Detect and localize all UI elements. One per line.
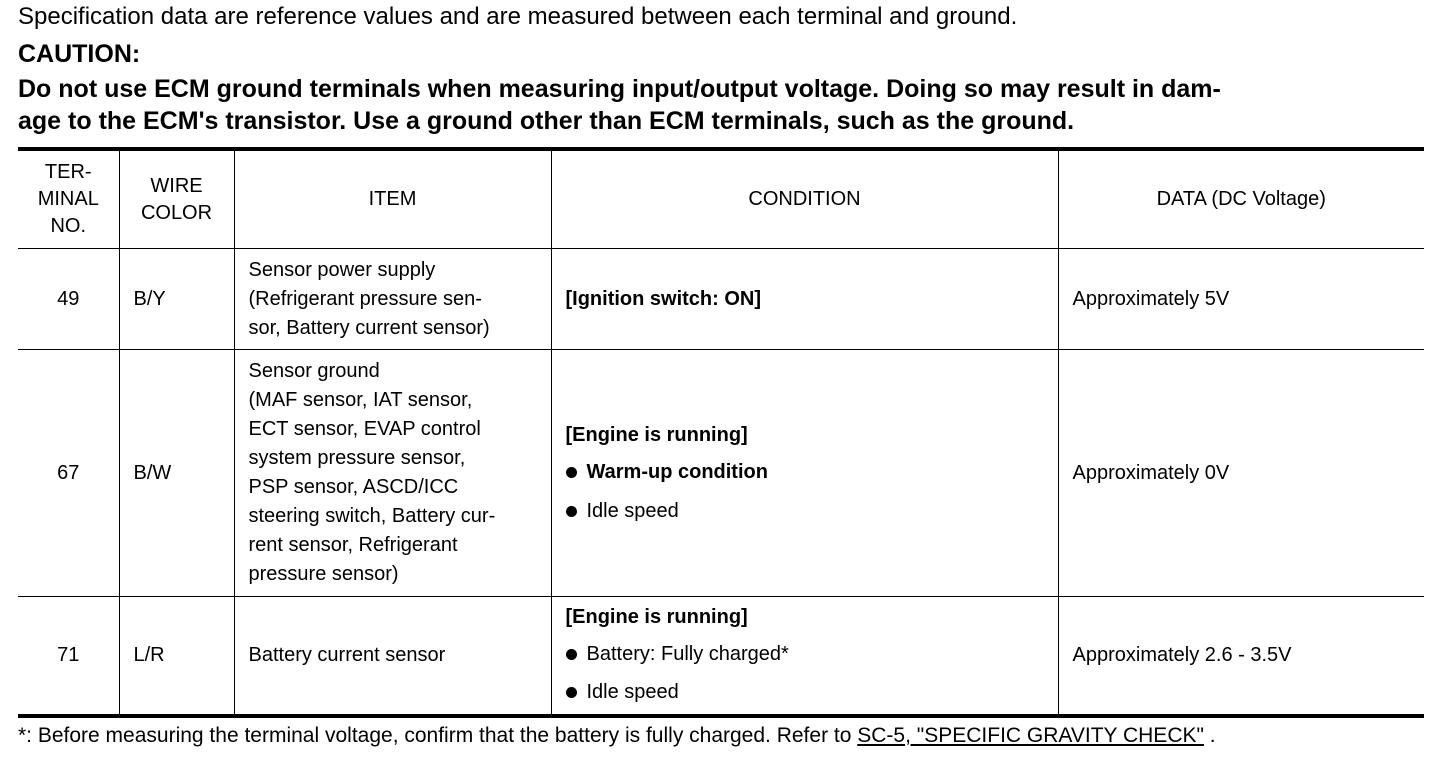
header-terminal-line-3: NO. bbox=[50, 215, 87, 237]
condition-heading: [Engine is running] bbox=[565, 606, 748, 629]
item-cell: Battery current sensor bbox=[234, 597, 551, 716]
condition-bullet-text: Idle speed bbox=[586, 681, 679, 704]
caution-line-1: Do not use ECM ground terminals when measuring input/output voltage. Doing so may result in dam- bbox=[18, 75, 1221, 103]
condition-bullet bbox=[566, 678, 1044, 707]
caution-body bbox=[18, 73, 1428, 137]
item-line: PSP sensor, ASCD/ICC bbox=[248, 476, 459, 498]
intro-text: Specification data are reference values and are measured between each terminal and ground. bbox=[18, 3, 1018, 30]
specific-gravity-check-link[interactable]: SC-5, "SPECIFIC GRAVITY CHECK" bbox=[857, 724, 1204, 747]
condition-bullet-text: Warm-up condition bbox=[586, 460, 768, 483]
condition-cell bbox=[551, 249, 1058, 350]
condition-bullet bbox=[566, 497, 1044, 526]
header-wire-color bbox=[119, 149, 234, 249]
item-cell bbox=[234, 350, 551, 597]
bullet-dot-icon bbox=[566, 506, 577, 517]
header-data: DATA (DC Voltage) bbox=[1058, 149, 1424, 249]
wire-color-cell: B/W bbox=[119, 350, 234, 597]
data-cell: Approximately 5V bbox=[1058, 249, 1424, 350]
footnote-suffix: . bbox=[1203, 724, 1216, 747]
data-cell: Approximately 2.6 - 3.5V bbox=[1058, 597, 1424, 716]
item-line: rent sensor, Refrigerant bbox=[248, 534, 458, 556]
item-line: (Refrigerant pressure sen- bbox=[248, 287, 482, 310]
item-line: pressure sensor) bbox=[248, 563, 399, 585]
item-line: steering switch, Battery cur- bbox=[248, 505, 496, 527]
wire-color-cell: L/R bbox=[119, 597, 234, 716]
terminal-spec-table bbox=[18, 147, 1424, 718]
terminal-number-cell: 67 bbox=[18, 350, 119, 597]
item-cell bbox=[234, 249, 551, 350]
header-terminal-line-1: TER- bbox=[44, 161, 92, 183]
item-line: Sensor power supply bbox=[248, 258, 436, 281]
table-row bbox=[18, 249, 1424, 350]
table-header-row bbox=[18, 149, 1424, 249]
bullet-dot-icon bbox=[566, 649, 577, 660]
condition-bullet-text: Battery: Fully charged* bbox=[586, 643, 789, 666]
header-wire-line-1: WIRE bbox=[150, 174, 203, 197]
caution-title: CAUTION: bbox=[18, 40, 141, 68]
header-item: ITEM bbox=[234, 149, 551, 249]
header-condition: CONDITION bbox=[551, 149, 1058, 249]
footnote-text: *: Before measuring the terminal voltage, confirm that the battery is fully charged. Refer to bbox=[18, 724, 858, 747]
item-line: system pressure sensor, bbox=[248, 447, 466, 469]
condition-bullet-text: Idle speed bbox=[586, 499, 679, 522]
header-wire-line-2: COLOR bbox=[140, 201, 213, 224]
condition-cell bbox=[551, 597, 1058, 716]
table-row bbox=[18, 597, 1424, 716]
footnote bbox=[18, 722, 1216, 750]
table-row bbox=[18, 350, 1424, 597]
bullet-dot-icon bbox=[566, 467, 577, 478]
terminal-number-cell: 71 bbox=[18, 597, 119, 716]
condition-cell bbox=[551, 350, 1058, 597]
data-cell: Approximately 0V bbox=[1058, 350, 1424, 597]
wire-color-cell: B/Y bbox=[119, 249, 234, 350]
bullet-dot-icon bbox=[566, 687, 577, 698]
condition-bullet bbox=[566, 458, 1044, 487]
condition-heading: [Ignition switch: ON] bbox=[565, 287, 762, 310]
terminal-number-cell: 49 bbox=[18, 249, 119, 350]
item-line: Sensor ground bbox=[248, 360, 380, 382]
condition-heading: [Engine is running] bbox=[565, 423, 748, 446]
header-terminal-line-2: MINAL bbox=[37, 188, 99, 210]
condition-bullet bbox=[566, 640, 1044, 669]
item-line: ECT sensor, EVAP control bbox=[248, 418, 481, 440]
header-terminal-no bbox=[18, 149, 119, 249]
item-line: sor, Battery current sensor) bbox=[248, 316, 490, 339]
item-line: (MAF sensor, IAT sensor, bbox=[248, 389, 473, 411]
caution-line-2: age to the ECM's transistor. Use a ground other than ECM terminals, such as the ground. bbox=[18, 107, 1075, 135]
